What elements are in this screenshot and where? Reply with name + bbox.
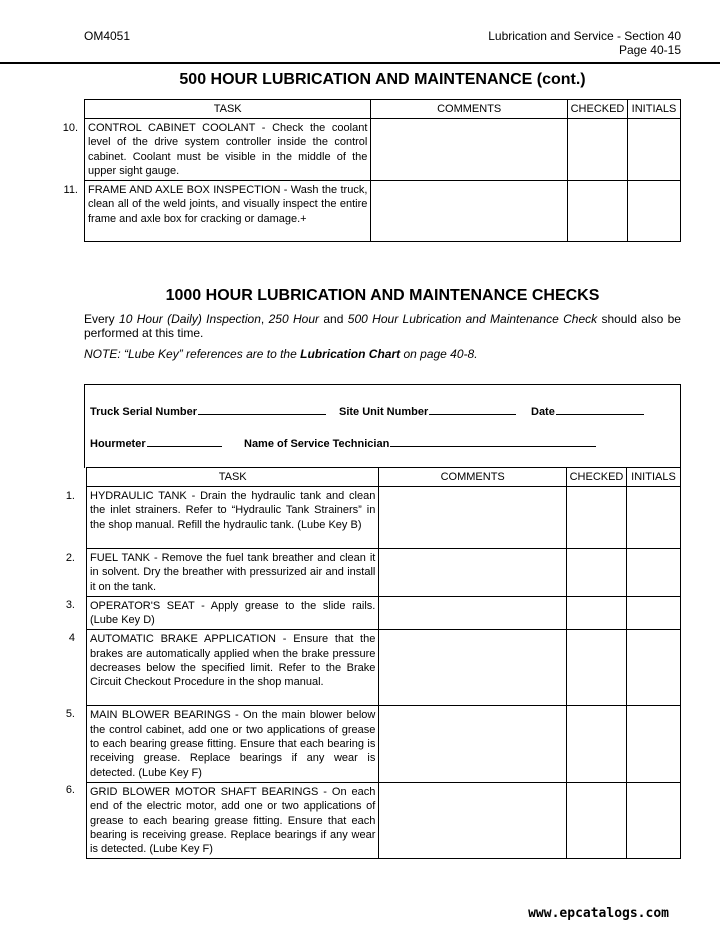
- initials-cell[interactable]: [626, 706, 680, 782]
- table-row: [85, 119, 681, 181]
- task-cell: CONTROL CABINET COOLANT - Check the coolant level of the drive system controller inside the control cabinet. Coolant must be visible in the middle of the upper sight gauge.: [85, 119, 371, 181]
- table-row: [85, 181, 681, 242]
- row-number: 5.: [65, 708, 75, 720]
- checked-cell[interactable]: [568, 119, 628, 181]
- comments-cell[interactable]: [379, 706, 567, 782]
- site-unit-line[interactable]: [429, 404, 516, 415]
- initials-cell[interactable]: [627, 181, 680, 242]
- row-number: 11.: [63, 184, 78, 196]
- task-cell: AUTOMATIC BRAKE APPLICATION - Ensure that the brakes are automatically applied when the brake pressure decreases below the specified limit. Refer to the Brake Circuit Checkout Procedure in the shop manual.: [87, 630, 379, 706]
- column-header-checked: CHECKED: [567, 468, 627, 487]
- watermark: www.epcatalogs.com: [528, 906, 669, 921]
- section1-task-table: [84, 99, 681, 242]
- initials-cell[interactable]: [626, 596, 680, 630]
- page-header-right: [488, 29, 681, 57]
- column-header-checked: CHECKED: [568, 100, 628, 119]
- row-number: 6.: [65, 784, 75, 796]
- checked-cell[interactable]: [568, 181, 628, 242]
- comments-cell[interactable]: [379, 782, 567, 858]
- checked-cell[interactable]: [567, 549, 627, 597]
- date-field[interactable]: Date: [531, 404, 644, 418]
- document-id: OM4051: [84, 29, 131, 43]
- section-label: Lubrication and Service - Section 40: [488, 29, 681, 43]
- column-header-initials: INITIALS: [626, 468, 680, 487]
- column-header-comments: COMMENTS: [371, 100, 568, 119]
- column-header-comments: COMMENTS: [379, 468, 567, 487]
- hourmeter-line[interactable]: [147, 436, 222, 447]
- table-header-row: [87, 468, 681, 487]
- checked-cell[interactable]: [567, 706, 627, 782]
- comments-cell[interactable]: [379, 487, 567, 549]
- table-row: [87, 706, 681, 782]
- column-header-task: TASK: [87, 468, 379, 487]
- initials-cell[interactable]: [626, 630, 680, 706]
- task-cell: OPERATOR'S SEAT - Apply grease to the slide rails. (Lube Key D): [87, 596, 379, 630]
- table-row: [87, 549, 681, 597]
- row-number: 4: [68, 632, 75, 644]
- truck-serial-field[interactable]: Truck Serial Number: [90, 404, 326, 418]
- task-cell: MAIN BLOWER BEARINGS - On the main blower below the control cabinet, add one or two applications of grease to each bearing grease fitting. Ensure that each bearing is receiving grease. Replace bearings if any wear is detected. (Lube Key F): [87, 706, 379, 782]
- section1-title: 500 HOUR LUBRICATION AND MAINTENANCE (cont.): [179, 71, 586, 88]
- task-cell: GRID BLOWER MOTOR SHAFT BEARINGS - On each end of the electric motor, add one or two applications of grease to each bearing grease fitting. Ensure that each bearing is receiving grease. Replace bearings if any wear is detected. (Lube Key F): [87, 782, 379, 858]
- page-number: Page 40-15: [618, 43, 681, 57]
- initials-cell[interactable]: [626, 549, 680, 597]
- technician-field[interactable]: Name of Service Technician: [244, 436, 596, 450]
- checked-cell[interactable]: [567, 596, 627, 630]
- row-number: 2.: [65, 552, 75, 564]
- initials-cell[interactable]: [626, 487, 680, 549]
- site-unit-field[interactable]: Site Unit Number: [339, 404, 516, 418]
- initials-cell[interactable]: [627, 119, 680, 181]
- section2-title: 1000 HOUR LUBRICATION AND MAINTENANCE CHECKS: [165, 287, 600, 304]
- comments-cell[interactable]: [379, 630, 567, 706]
- table-row: [87, 630, 681, 706]
- checked-cell[interactable]: [567, 630, 627, 706]
- table-row: [87, 487, 681, 549]
- table-header-row: [85, 100, 681, 119]
- technician-line[interactable]: [390, 436, 596, 447]
- lube-key-note: NOTE: “Lube Key” references are to the Lubrication Chart on page 40-8.: [84, 347, 478, 361]
- section2-task-table: [86, 467, 681, 859]
- column-header-task: TASK: [85, 100, 371, 119]
- task-cell: FUEL TANK - Remove the fuel tank breather and clean it in solvent. Dry the breather with pressurized air and install it on the tank.: [87, 549, 379, 597]
- row-number: 10.: [62, 122, 78, 134]
- comments-cell[interactable]: [371, 181, 568, 242]
- checked-cell[interactable]: [567, 782, 627, 858]
- checked-cell[interactable]: [567, 487, 627, 549]
- task-cell: HYDRAULIC TANK - Drain the hydraulic tank and clean the inlet strainers. Refer to “Hydraulic Tank Strainers” in the shop manual. Refill the hydraulic tank. (Lube Key B): [87, 487, 379, 549]
- task-cell: FRAME AND AXLE BOX INSPECTION - Wash the truck, clean all of the weld joints, and visually inspect the entire frame and axle box for cracking or damage.+: [85, 181, 371, 242]
- hourmeter-field[interactable]: Hourmeter: [90, 436, 222, 450]
- column-header-initials: INITIALS: [627, 100, 680, 119]
- table-row: [87, 782, 681, 858]
- comments-cell[interactable]: [371, 119, 568, 181]
- header-rule: [0, 62, 720, 64]
- comments-cell[interactable]: [379, 596, 567, 630]
- service-info-form: [84, 384, 681, 468]
- row-number: 3.: [65, 599, 75, 611]
- row-number: 1.: [65, 490, 75, 502]
- table-row: [87, 596, 681, 630]
- date-line[interactable]: [556, 404, 644, 415]
- truck-serial-line[interactable]: [198, 404, 326, 415]
- initials-cell[interactable]: [626, 782, 680, 858]
- intro-paragraph: Every 10 Hour (Daily) Inspection, 250 Hour and 500 Hour Lubrication and Maintenance Check should also be performed at this time.: [84, 312, 681, 340]
- comments-cell[interactable]: [379, 549, 567, 597]
